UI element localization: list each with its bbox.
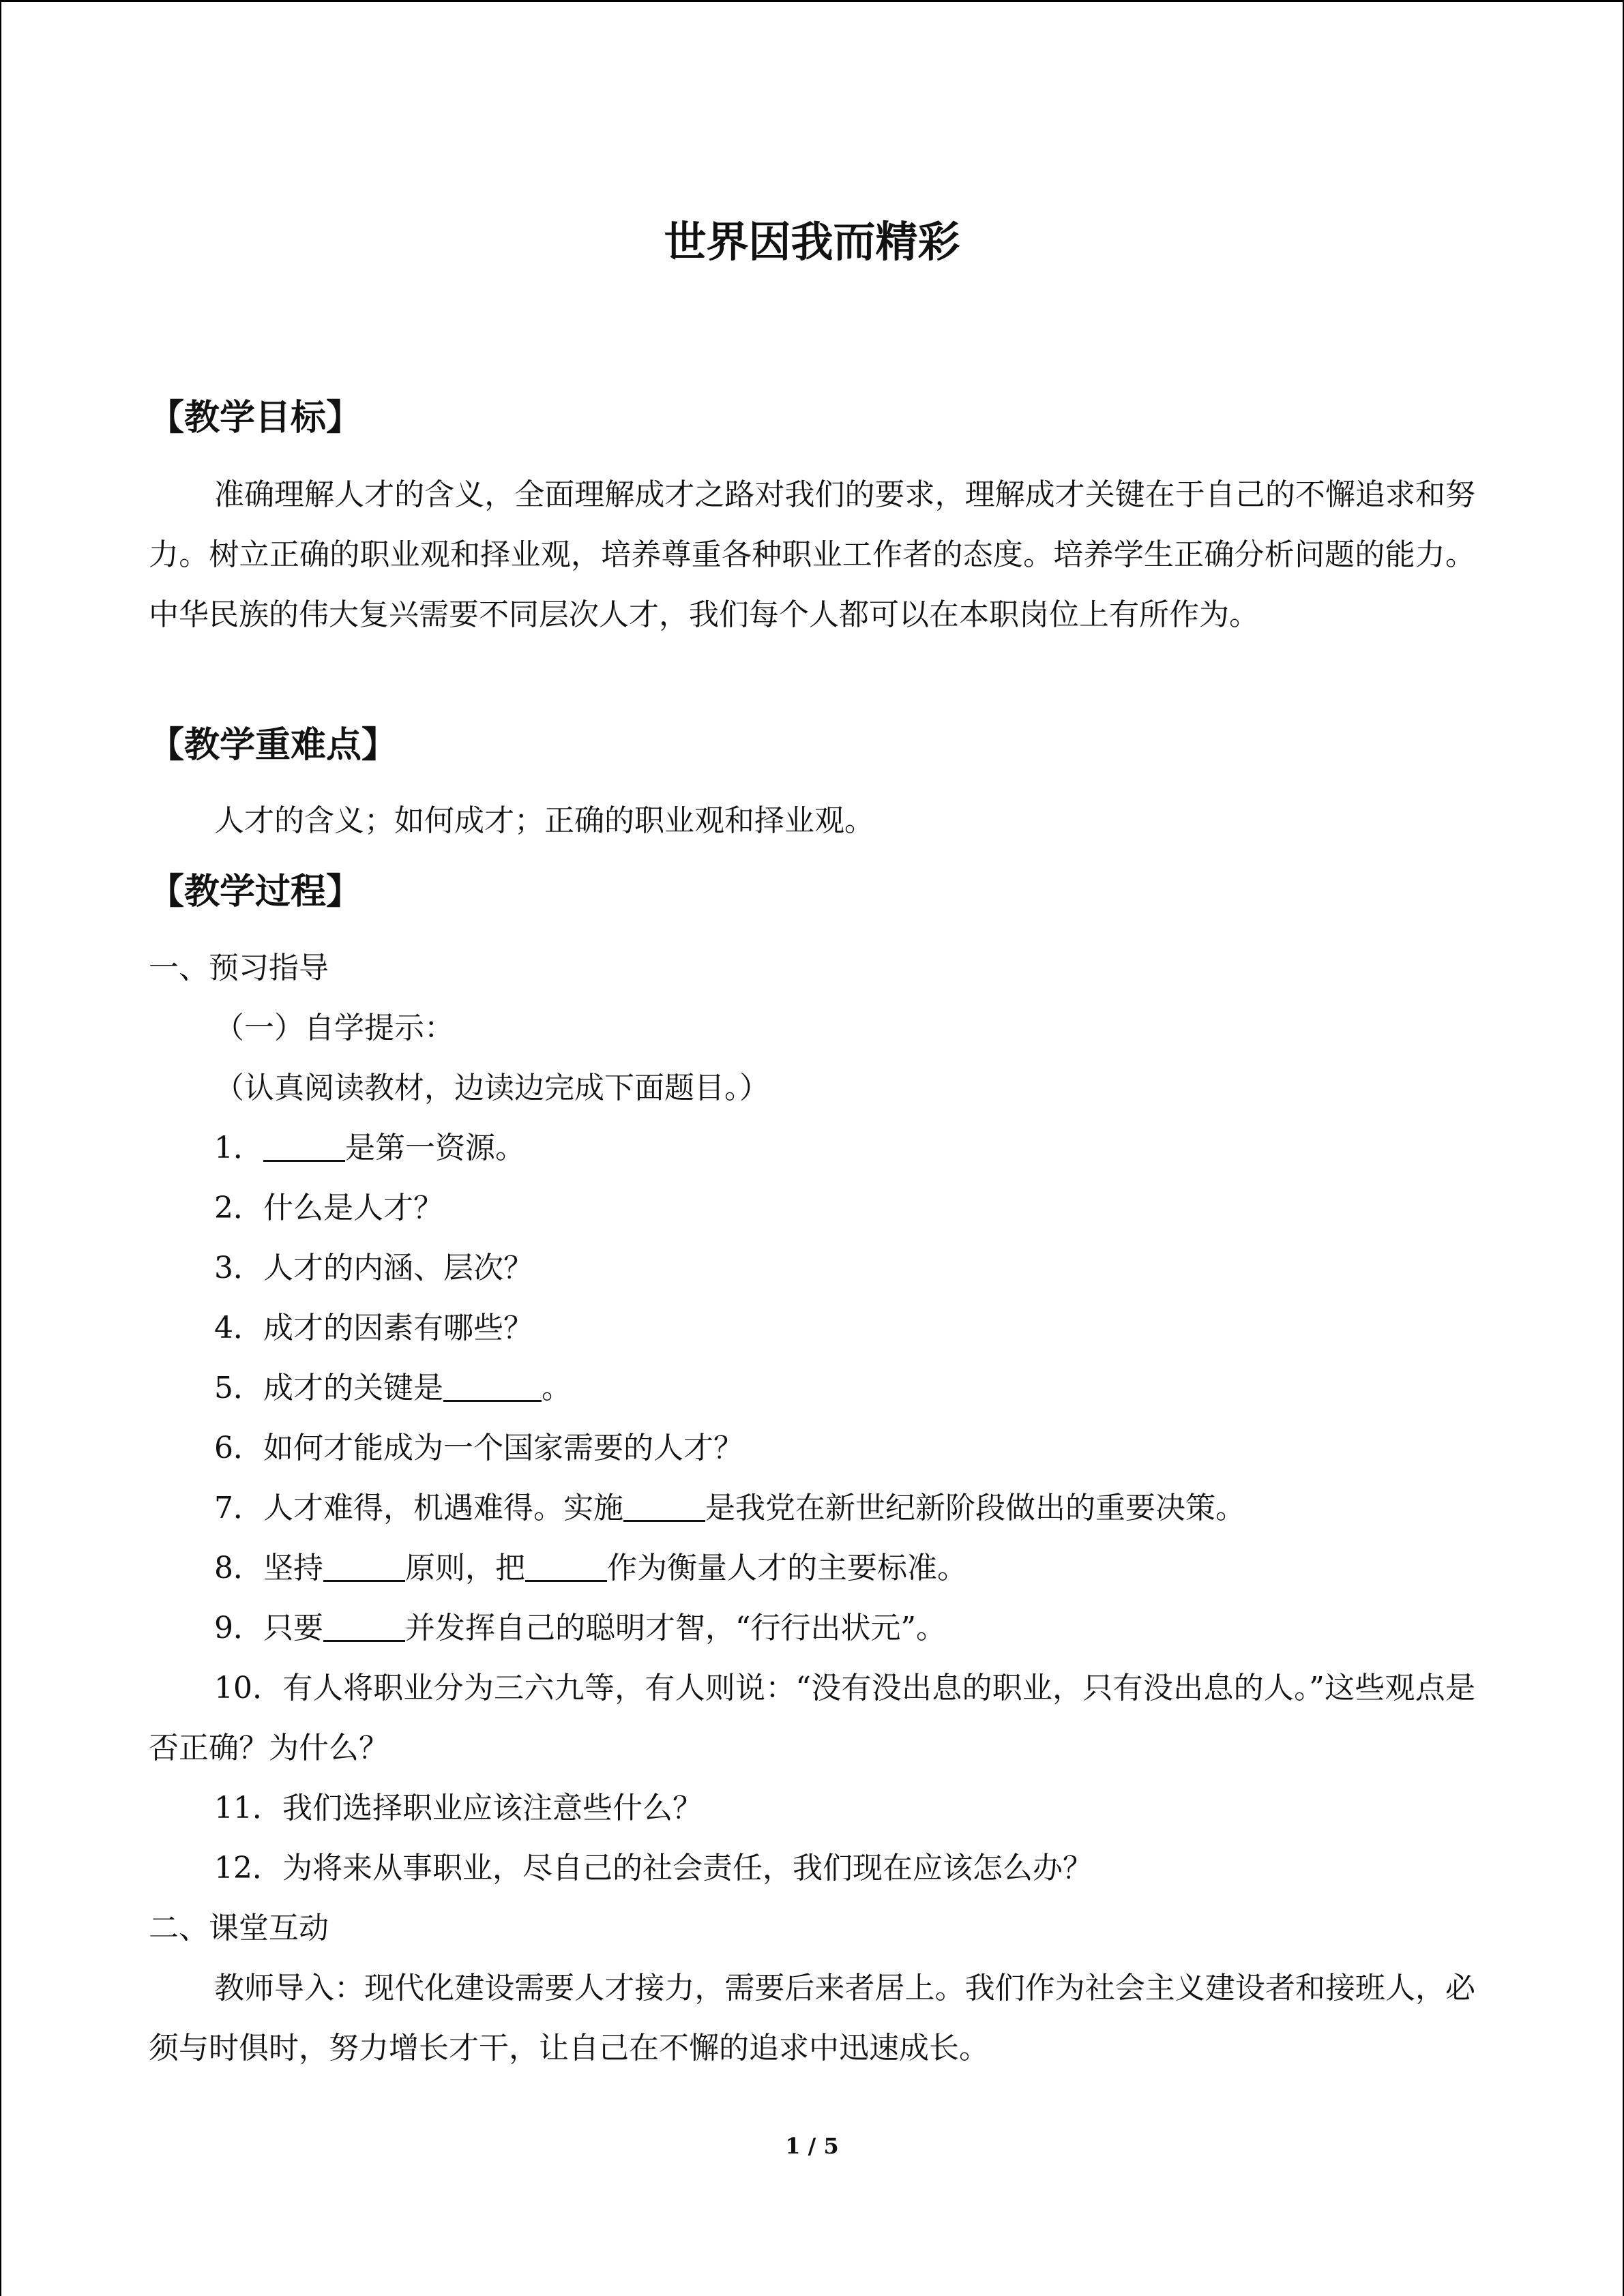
question-6: 6．如何才能成为一个国家需要的人才？ [214, 1431, 743, 1465]
answer-blank[interactable] [263, 1130, 345, 1162]
question-5: 5．成才的关键是 。 [214, 1371, 572, 1405]
page-number: 1 / 5 [785, 2133, 839, 2159]
question-11: 11．我们选择职业应该注意些什么？ [214, 1791, 703, 1825]
answer-blank[interactable] [623, 1490, 705, 1522]
question-10: 10．有人将职业分为三六九等，有人则说：“没有没出息的职业，只有没出息的人。”这些观点是否正确？为什么？ [149, 1671, 1475, 1765]
part2-title: 二、课堂互动 [149, 1911, 329, 1945]
answer-blank[interactable] [323, 1610, 405, 1642]
part1-title: 一、预习指导 [149, 951, 329, 985]
answer-blank[interactable] [525, 1550, 607, 1582]
page-title: 世界因我而精彩 [664, 217, 960, 267]
question-2: 2．什么是人才？ [214, 1191, 443, 1225]
heading-key-points: 【教学重难点】 [149, 725, 398, 766]
teacher-intro-paragraph: 教师导入：现代化建设需要人才接力，需要后来者居上。我们作为社会主义建设者和接班人，必须与时俱时，努力增长才干，让自己在不懈的追求中迅速成长。 [149, 1971, 1475, 2066]
question-7: 7．人才难得，机遇难得。实施 是我党在新世纪新阶段做出的重要决策。 [214, 1491, 1245, 1525]
reading-note: （认真阅读教材，边读边完成下面题目。） [214, 1071, 769, 1105]
key-points-paragraph: 人才的含义；如何成才；正确的职业观和择业观。 [214, 803, 874, 838]
teaching-goals-paragraph: 准确理解人才的含义，全面理解成才之路对我们的要求，理解成才关键在于自己的不懈追求和努力。树立正确的职业观和择业观，培养尊重各种职业工作者的态度。培养学生正确分析问题的能力。中华民族的伟大复兴需要不同层次人才，我们每个人都可以在本职岗位上有所作为。 [149, 477, 1475, 632]
question-12: 12．为将来从事职业，尽自己的社会责任，我们现在应该怎么办？ [214, 1851, 1093, 1885]
answer-blank[interactable] [443, 1370, 542, 1402]
question-3: 3．人才的内涵、层次？ [214, 1251, 533, 1285]
question-9: 9．只要 并发挥自己的聪明才智，“行行出状元”。 [214, 1611, 946, 1645]
heading-teaching-goals: 【教学目标】 [149, 398, 362, 438]
answer-blank[interactable] [323, 1550, 405, 1582]
self-study-hint: （一）自学提示： [214, 1011, 454, 1045]
question-4: 4．成才的因素有哪些？ [214, 1311, 533, 1345]
heading-teaching-process: 【教学过程】 [149, 871, 362, 912]
question-1: 1． 是第一资源。 [214, 1131, 525, 1165]
question-8: 8．坚持 原则，把 作为衡量人才的主要标准。 [214, 1551, 967, 1585]
